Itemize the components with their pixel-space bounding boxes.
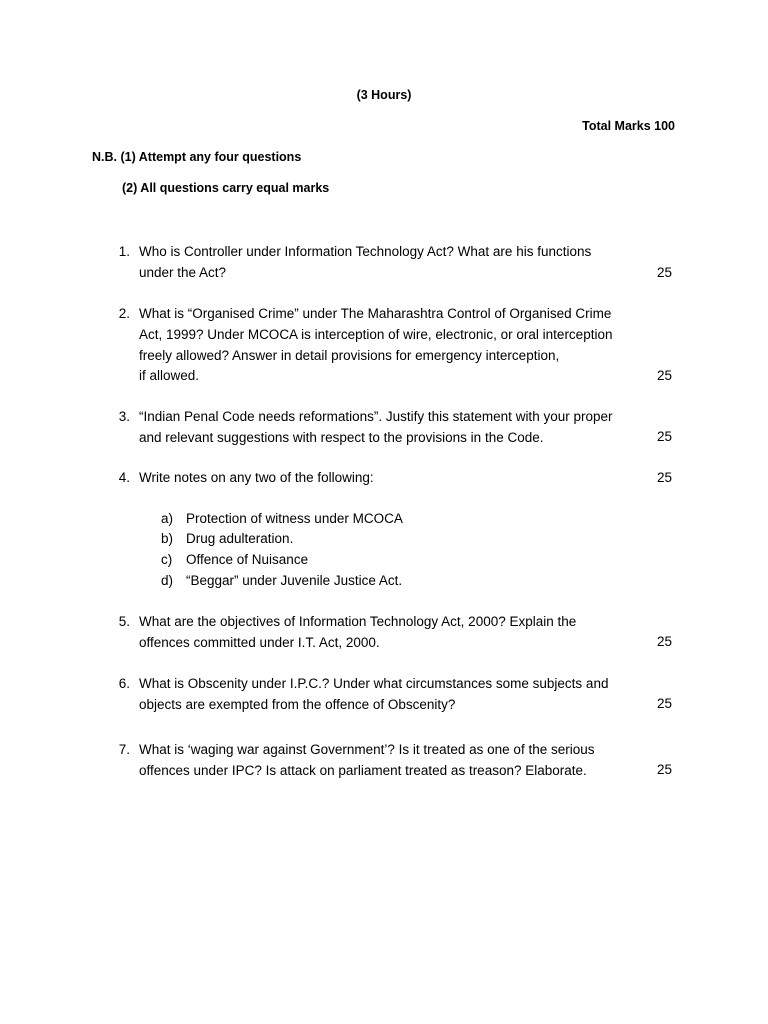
sub-item-label: d) <box>161 573 174 588</box>
question-line: What is “Organised Crime” under The Maharashtra Control of Organised Crime <box>139 306 612 321</box>
question-marks: 25 <box>656 762 672 777</box>
question-line: and relevant suggestions with respect to the provisions in the Code. <box>139 429 544 445</box>
question-text <box>139 407 649 449</box>
question-line: under the Act? <box>139 264 227 280</box>
question-marks: 25 <box>656 470 672 485</box>
sub-item-text: Drug adulteration. <box>186 531 294 546</box>
question-number: 4. <box>118 470 130 485</box>
sub-item-text: Protection of witness under MCOCA <box>186 511 403 526</box>
question-line: What are the objectives of Information Technology Act, 2000? Explain the <box>139 614 577 629</box>
sub-item-label: b) <box>161 531 174 546</box>
question-line: freely allowed? Answer in detail provisions for emergency interception, <box>139 347 560 363</box>
question-number: 1. <box>118 244 130 259</box>
sub-item-label: c) <box>161 552 173 567</box>
question-marks: 25 <box>656 696 672 711</box>
question-text <box>139 674 649 716</box>
question-marks: 25 <box>656 634 672 649</box>
question-text <box>139 468 649 489</box>
question-line: Who is Controller under Information Technology Act? What are his functions <box>139 244 592 259</box>
question-marks: 25 <box>656 265 672 280</box>
instruction-attempt-four: N.B. (1) Attempt any four questions <box>92 150 302 164</box>
sub-item-text: “Beggar” under Juvenile Justice Act. <box>186 573 403 588</box>
question-line: What is Obscenity under I.P.C.? Under what circumstances some subjects and <box>139 676 609 691</box>
question-number: 5. <box>118 614 130 629</box>
question-number: 6. <box>118 676 130 691</box>
question-line: offences under IPC? Is attack on parliament treated as treason? Elaborate. <box>139 762 587 778</box>
question-text <box>139 740 649 782</box>
question-text <box>139 242 649 284</box>
question-line: offences committed under I.T. Act, 2000. <box>139 634 380 650</box>
total-marks: Total Marks 100 <box>582 119 675 133</box>
question-number: 3. <box>118 409 130 424</box>
sub-item-label: a) <box>161 511 174 526</box>
exam-duration: (3 Hours) <box>356 88 412 102</box>
question-text <box>139 612 649 654</box>
question-number: 7. <box>118 742 130 757</box>
question-line: “Indian Penal Code needs reformations”. Justify this statement with your proper <box>139 409 613 424</box>
instruction-equal-marks: (2) All questions carry equal marks <box>122 181 330 195</box>
question-marks: 25 <box>656 429 672 444</box>
question-line: What is ‘waging war against Government’? Is it treated as one of the serious <box>139 742 595 757</box>
question-line: Write notes on any two of the following: <box>139 470 374 485</box>
question-marks: 25 <box>656 368 672 383</box>
question-number: 2. <box>118 306 130 321</box>
sub-item-text: Offence of Nuisance <box>186 552 309 567</box>
question-text <box>139 304 649 387</box>
question-line: Act, 1999? Under MCOCA is interception of wire, electronic, or oral interception <box>139 326 613 342</box>
question-line: if allowed. <box>139 368 200 384</box>
question-line: objects are exempted from the offence of Obscenity? <box>139 696 456 712</box>
